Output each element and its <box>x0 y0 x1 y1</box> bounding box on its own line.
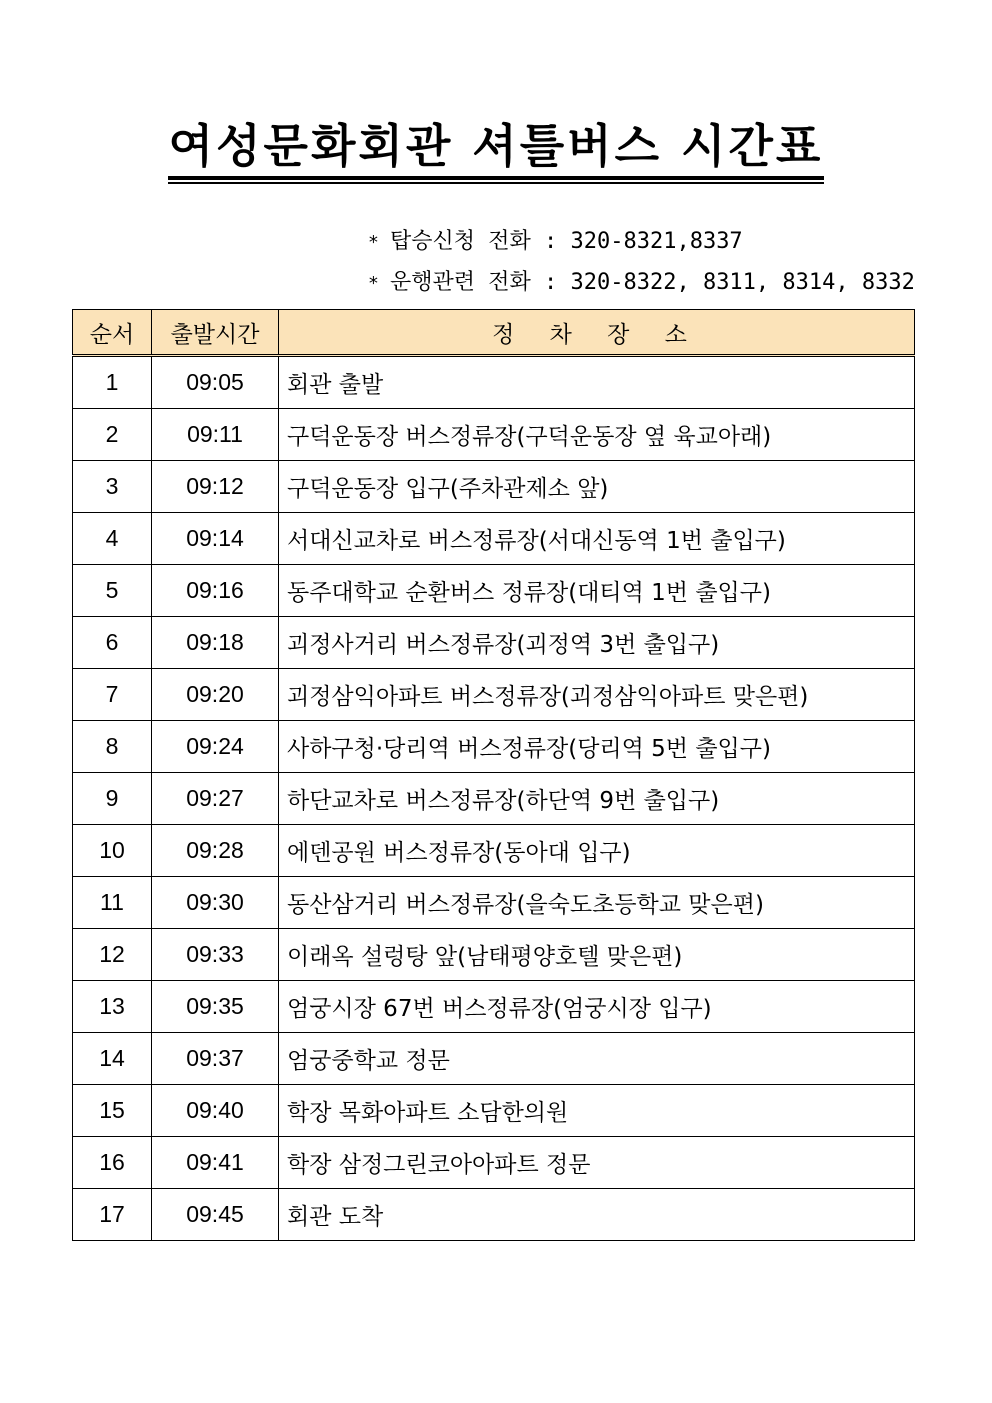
cell-stop-location: 괴정사거리 버스정류장(괴정역 3번 출입구) <box>279 617 915 669</box>
cell-order: 15 <box>73 1085 152 1137</box>
cell-departure-time: 09:37 <box>152 1033 279 1085</box>
cell-order: 8 <box>73 721 152 773</box>
cell-departure-time: 09:33 <box>152 929 279 981</box>
title-underline-thick <box>168 176 824 180</box>
contact-line-operation <box>368 263 915 304</box>
cell-stop-location: 엄궁시장 67번 버스정류장(엄궁시장 입구) <box>279 981 915 1033</box>
table-row <box>73 825 915 877</box>
cell-departure-time: 09:45 <box>152 1189 279 1241</box>
cell-departure-time: 09:30 <box>152 877 279 929</box>
header-stop-location: 정 차 장 소 <box>279 310 915 356</box>
cell-departure-time: 09:18 <box>152 617 279 669</box>
cell-stop-location: 동주대학교 순환버스 정류장(대티역 1번 출입구) <box>279 565 915 617</box>
table-row <box>73 1033 915 1085</box>
contact-text: 운행관련 전화 : 320-8322, 8311, 8314, 8332 <box>390 270 915 295</box>
cell-stop-location: 서대신교차로 버스정류장(서대신동역 1번 출입구) <box>279 513 915 565</box>
table-row <box>73 461 915 513</box>
cell-order: 11 <box>73 877 152 929</box>
cell-stop-location: 하단교차로 버스정류장(하단역 9번 출입구) <box>279 773 915 825</box>
cell-departure-time: 09:05 <box>152 356 279 409</box>
cell-stop-location: 구덕운동장 버스정류장(구덕운동장 옆 육교아래) <box>279 409 915 461</box>
table-row <box>73 356 915 409</box>
schedule-table <box>72 309 915 1241</box>
table-row <box>73 669 915 721</box>
cell-departure-time: 09:28 <box>152 825 279 877</box>
table-row <box>73 617 915 669</box>
cell-departure-time: 09:24 <box>152 721 279 773</box>
table-row <box>73 409 915 461</box>
cell-order: 1 <box>73 356 152 409</box>
cell-departure-time: 09:35 <box>152 981 279 1033</box>
cell-order: 16 <box>73 1137 152 1189</box>
cell-stop-location: 회관 출발 <box>279 356 915 409</box>
table-row <box>73 773 915 825</box>
schedule-body <box>73 356 915 1241</box>
table-row <box>73 565 915 617</box>
table-row <box>73 1189 915 1241</box>
cell-order: 2 <box>73 409 152 461</box>
cell-order: 4 <box>73 513 152 565</box>
cell-departure-time: 09:20 <box>152 669 279 721</box>
cell-stop-location: 엄궁중학교 정문 <box>279 1033 915 1085</box>
cell-stop-location: 학장 삼정그린코아아파트 정문 <box>279 1137 915 1189</box>
cell-order: 13 <box>73 981 152 1033</box>
table-row <box>73 1137 915 1189</box>
table-row <box>73 981 915 1033</box>
cell-order: 10 <box>73 825 152 877</box>
cell-order: 12 <box>73 929 152 981</box>
cell-stop-location: 이래옥 설렁탕 앞(남태평양호텔 맞은편) <box>279 929 915 981</box>
cell-order: 9 <box>73 773 152 825</box>
cell-order: 14 <box>73 1033 152 1085</box>
cell-departure-time: 09:14 <box>152 513 279 565</box>
title-underline-thin <box>168 182 824 184</box>
cell-order: 6 <box>73 617 152 669</box>
header-order: 순서 <box>73 310 152 356</box>
table-row <box>73 929 915 981</box>
page-title: 여성문화회관 셔틀버스 시간표 <box>168 119 824 173</box>
table-row <box>73 1085 915 1137</box>
cell-stop-location: 동산삼거리 버스정류장(을숙도초등학교 맞은편) <box>279 877 915 929</box>
cell-stop-location: 회관 도착 <box>279 1189 915 1241</box>
cell-departure-time: 09:41 <box>152 1137 279 1189</box>
cell-stop-location: 괴정삼익아파트 버스정류장(괴정삼익아파트 맞은편) <box>279 669 915 721</box>
cell-stop-location: 사하구청·당리역 버스정류장(당리역 5번 출입구) <box>279 721 915 773</box>
table-header-row <box>73 310 915 356</box>
contact-info <box>368 222 915 304</box>
cell-departure-time: 09:12 <box>152 461 279 513</box>
cell-departure-time: 09:16 <box>152 565 279 617</box>
cell-stop-location: 에덴공원 버스정류장(동아대 입구) <box>279 825 915 877</box>
contact-text: 탑승신청 전화 : 320-8321,8337 <box>390 229 743 254</box>
cell-order: 5 <box>73 565 152 617</box>
table-row <box>73 513 915 565</box>
cell-departure-time: 09:40 <box>152 1085 279 1137</box>
bullet-asterisk: * <box>368 232 379 253</box>
cell-order: 17 <box>73 1189 152 1241</box>
cell-departure-time: 09:27 <box>152 773 279 825</box>
cell-stop-location: 구덕운동장 입구(주차관제소 앞) <box>279 461 915 513</box>
cell-departure-time: 09:11 <box>152 409 279 461</box>
table-row <box>73 877 915 929</box>
header-departure-time: 출발시간 <box>152 310 279 356</box>
cell-order: 3 <box>73 461 152 513</box>
contact-line-boarding <box>368 222 915 263</box>
bullet-asterisk: * <box>368 273 379 294</box>
title-block <box>168 118 824 184</box>
cell-order: 7 <box>73 669 152 721</box>
table-row <box>73 721 915 773</box>
cell-stop-location: 학장 목화아파트 소담한의원 <box>279 1085 915 1137</box>
